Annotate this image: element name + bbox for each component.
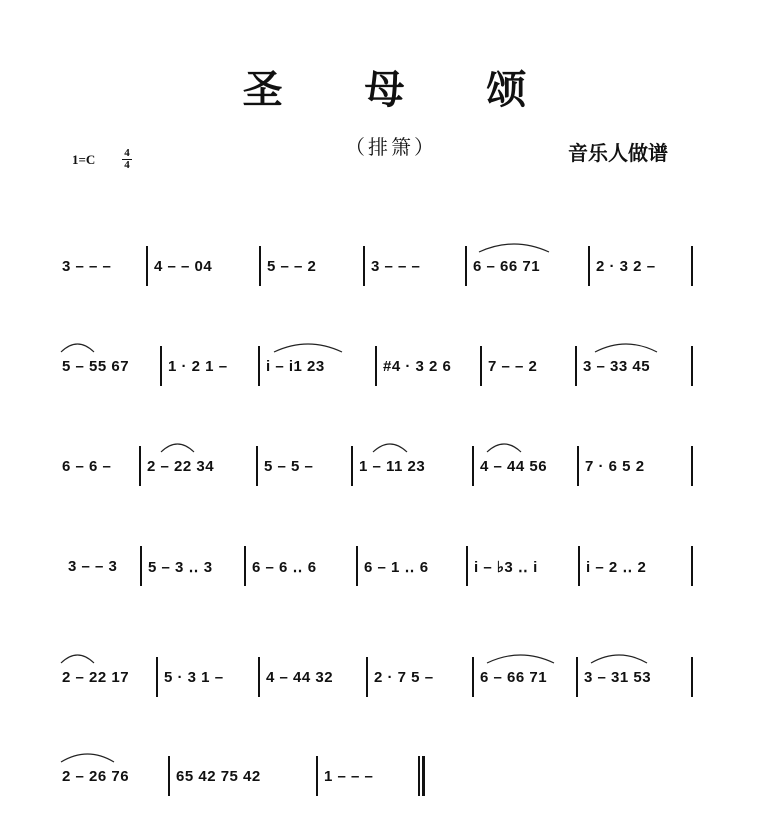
bar-line <box>156 657 158 697</box>
measure-notes: i – i1 23 <box>266 358 325 375</box>
measure <box>62 446 137 486</box>
slur-mark <box>273 340 343 354</box>
measure-notes: 6 – 6 – <box>62 458 112 475</box>
time-signature-bottom: 4 <box>122 159 132 171</box>
slur-mark <box>590 651 648 665</box>
measure-notes: 65 42 75 42 <box>176 768 261 785</box>
slur-mark <box>60 750 115 764</box>
measure <box>488 346 573 386</box>
slur-mark <box>60 340 95 354</box>
slur-mark <box>60 651 95 665</box>
song-title: 圣 母 颂 <box>242 66 561 113</box>
slur-mark <box>594 340 658 354</box>
measure <box>371 246 463 286</box>
measure <box>383 346 478 386</box>
measure <box>266 657 364 697</box>
measure <box>586 546 689 586</box>
measure-notes: 5 – 55 67 <box>62 358 130 375</box>
bar-line <box>466 546 468 586</box>
bar-line <box>316 756 318 796</box>
slur-mark <box>372 440 408 454</box>
measure-notes: 4 – 44 56 <box>480 458 548 475</box>
measure <box>324 756 410 796</box>
bar-line <box>258 657 260 697</box>
slur-mark <box>486 440 522 454</box>
bar-line <box>465 246 467 286</box>
measure-notes: 7 – – 2 <box>488 358 538 375</box>
measure <box>264 446 349 486</box>
bar-line <box>356 546 358 586</box>
measure-notes: 7 · 6 5 2 <box>585 458 645 475</box>
bar-line <box>577 446 579 486</box>
measure-notes: 5 – 3 ‥ 3 <box>148 559 213 576</box>
measure-notes: 6 – 66 71 <box>480 669 548 686</box>
bar-line <box>691 657 693 697</box>
measure <box>164 657 256 697</box>
measure <box>168 346 256 386</box>
bar-line <box>140 546 142 586</box>
measure <box>364 546 464 586</box>
bar-line <box>576 657 578 697</box>
score-line <box>0 246 769 286</box>
measure <box>585 446 689 486</box>
measure-notes: 2 – 22 17 <box>62 669 130 686</box>
time-signature-top: 4 <box>124 147 130 159</box>
bar-line <box>366 657 368 697</box>
measure-notes: 3 – – – <box>62 258 112 275</box>
bar-line <box>375 346 377 386</box>
measure-notes: 2 – 22 34 <box>147 458 215 475</box>
bar-line <box>472 446 474 486</box>
measure <box>252 546 354 586</box>
composer-credit: 音乐人做谱 <box>568 141 668 165</box>
score-line <box>0 546 769 586</box>
measure-notes: 2 – 26 76 <box>62 768 130 785</box>
bar-line <box>691 546 693 586</box>
bar-line <box>418 756 420 796</box>
bar-line <box>160 346 162 386</box>
measure-notes: 2 · 7 5 – <box>374 669 434 686</box>
measure-notes: 1 – 11 23 <box>359 458 426 475</box>
score-line <box>0 756 769 796</box>
measure-notes: i – 2 ‥ 2 <box>586 559 647 576</box>
measure <box>62 246 144 286</box>
bar-line <box>363 246 365 286</box>
measure <box>154 246 257 286</box>
score-line <box>0 446 769 486</box>
measure-notes: 6 – 1 ‥ 6 <box>364 559 429 576</box>
measure-notes: 6 – 66 71 <box>473 258 541 275</box>
bar-line <box>691 246 693 286</box>
measure-notes: 1 – – – <box>324 768 374 785</box>
bar-line <box>139 446 141 486</box>
measure-notes: 4 – – 04 <box>154 258 213 275</box>
measure-notes: 6 – 6 ‥ 6 <box>252 559 317 576</box>
slur-mark <box>160 440 195 454</box>
measure-notes: 5 – – 2 <box>267 258 317 275</box>
bar-line <box>578 546 580 586</box>
bar-line <box>256 446 258 486</box>
measure-notes: i – ♭3 ‥ i <box>474 559 538 576</box>
score-line <box>0 346 769 386</box>
measure-notes: 3 – 33 45 <box>583 358 651 375</box>
measure <box>267 246 361 286</box>
measure <box>474 546 576 586</box>
measure <box>176 756 314 796</box>
final-bar-line <box>422 756 425 796</box>
measure-notes: 5 · 3 1 – <box>164 669 224 686</box>
bar-line <box>244 546 246 586</box>
measure <box>374 657 470 697</box>
measure <box>596 246 689 286</box>
bar-line <box>480 346 482 386</box>
slur-mark <box>478 240 550 254</box>
measure-notes: 3 – – – <box>371 258 421 275</box>
bar-line <box>588 246 590 286</box>
key-signature: 1=C <box>72 152 96 167</box>
measure-notes: 5 – 5 – <box>264 458 314 475</box>
measure-notes: #4 · 3 2 6 <box>383 358 452 375</box>
measure-notes: 4 – 44 32 <box>266 669 334 686</box>
slur-mark <box>486 651 555 665</box>
bar-line <box>146 246 148 286</box>
score-line <box>0 657 769 697</box>
measure-notes: 3 – 31 53 <box>584 669 652 686</box>
bar-line <box>691 346 693 386</box>
bar-line <box>258 346 260 386</box>
bar-line <box>168 756 170 796</box>
instrument-subtitle: （排箫） <box>345 135 437 159</box>
measure-notes: 2 · 3 2 – <box>596 258 656 275</box>
measure-notes: 1 · 2 1 – <box>168 358 228 375</box>
bar-line <box>259 246 261 286</box>
measure <box>68 546 138 586</box>
bar-line <box>351 446 353 486</box>
bar-line <box>691 446 693 486</box>
measure-notes: 3 – – 3 <box>68 558 118 575</box>
time-signature <box>122 148 132 171</box>
bar-line <box>575 346 577 386</box>
measure <box>148 546 242 586</box>
bar-line <box>472 657 474 697</box>
